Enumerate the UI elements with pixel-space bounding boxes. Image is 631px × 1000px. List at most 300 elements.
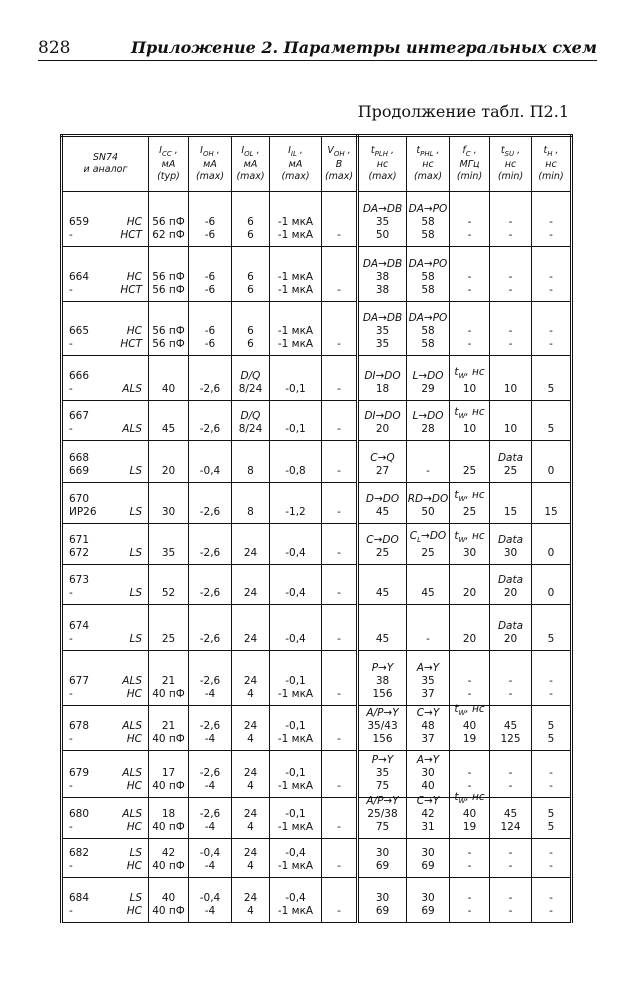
cell-value: $t_W$, нс <box>454 365 485 380</box>
cell-value: 25 <box>375 547 390 559</box>
cell-value: 30 <box>375 847 390 859</box>
cell-value: - <box>467 271 472 283</box>
cell-value: 58 <box>421 325 435 337</box>
table-header-row <box>62 136 572 192</box>
part-number: - <box>69 338 73 350</box>
part-number-cell <box>62 839 149 878</box>
cell-value: - <box>508 229 513 241</box>
table-row <box>62 441 572 483</box>
column-header-line: $t_{SU}$ , <box>500 144 521 158</box>
cell-value: 124 <box>500 821 521 833</box>
cell-value: 40 пФ <box>152 780 185 792</box>
cell-value: 30 <box>462 547 477 559</box>
table-cell <box>450 302 490 356</box>
table-cell <box>149 839 189 878</box>
table-cell <box>532 651 572 706</box>
cell-value: A/P→Y <box>366 795 399 807</box>
table-cell <box>490 798 532 839</box>
table-cell <box>322 356 358 401</box>
part-number: - <box>69 733 73 745</box>
table-cell <box>532 483 572 524</box>
table-cell <box>232 356 270 401</box>
table-cell <box>407 192 450 247</box>
cell-value: -0,4 <box>285 633 306 645</box>
table-cell <box>490 751 532 798</box>
table-cell <box>407 839 450 878</box>
cell-value: 35/43 <box>367 720 398 732</box>
cell-value: - <box>337 547 341 559</box>
table-cell <box>189 441 232 483</box>
table-cell <box>232 524 270 565</box>
cell-value: 24 <box>243 675 258 687</box>
cell-value: 40 <box>462 720 477 732</box>
cell-value: 52 <box>161 587 176 599</box>
part-number: - <box>69 423 73 435</box>
table-cell <box>149 247 189 302</box>
table-cell <box>450 483 490 524</box>
cell-value: -4 <box>204 688 216 700</box>
table-cell <box>149 524 189 565</box>
logic-family: HC <box>126 780 142 792</box>
cell-value: -2,6 <box>199 506 221 518</box>
cell-value: 48 <box>421 720 435 732</box>
column-header-line: (min) <box>497 171 524 183</box>
column-header-line: (typ) <box>157 171 180 183</box>
cell-value: 0 <box>547 547 555 559</box>
table-cell <box>358 356 407 401</box>
cell-value: C→Q <box>370 452 395 464</box>
table-cell <box>322 247 358 302</box>
cell-value: -0,4 <box>199 465 221 477</box>
cell-value: 10 <box>503 383 518 395</box>
cell-value: D/Q <box>240 410 261 422</box>
cell-value: 8 <box>247 506 254 518</box>
cell-value: -2,6 <box>199 720 221 732</box>
part-number-cell <box>62 483 149 524</box>
table-cell <box>490 302 532 356</box>
part-number: 682 <box>69 847 90 859</box>
cell-value: -2,6 <box>199 587 221 599</box>
table-cell <box>149 565 189 605</box>
column-header-line: (max) <box>236 171 265 183</box>
table-cell <box>232 605 270 651</box>
cell-value: -0,4 <box>285 847 306 859</box>
cell-value: 40 пФ <box>152 905 185 917</box>
table-cell <box>450 565 490 605</box>
header-rule <box>38 60 597 61</box>
table-cell <box>232 192 270 247</box>
logic-family: LS <box>129 892 142 904</box>
cell-value: $t_W$, нс <box>454 702 485 717</box>
cell-value: 0 <box>547 465 555 477</box>
table-cell <box>490 356 532 401</box>
cell-value: 35 <box>375 338 390 350</box>
logic-family: HC <box>126 733 142 745</box>
table-cell <box>322 651 358 706</box>
cell-value: 42 <box>161 847 176 859</box>
cell-value: Data <box>497 574 524 586</box>
table-cell <box>407 401 450 441</box>
table-cell <box>189 706 232 751</box>
cell-value: - <box>549 892 553 904</box>
table-cell <box>322 751 358 798</box>
table-row <box>62 751 572 798</box>
cell-value: 20 <box>462 633 477 645</box>
cell-value: -2,6 <box>199 675 221 687</box>
table-cell <box>450 356 490 401</box>
cell-value: 10 <box>462 423 477 435</box>
cell-value: -1 мкА <box>277 284 314 296</box>
cell-value: 24 <box>243 892 258 904</box>
part-number: 672 <box>69 547 90 559</box>
cell-value: - <box>467 780 472 792</box>
table-cell <box>270 605 322 651</box>
table-cell <box>358 565 407 605</box>
table-row <box>62 839 572 878</box>
table-cell <box>358 706 407 751</box>
cell-value: D/Q <box>240 370 261 382</box>
column-header-line: $f_C$ , <box>462 144 477 158</box>
part-number-cell <box>62 798 149 839</box>
cell-value: 25 <box>161 633 176 645</box>
cell-value: -0,4 <box>199 892 221 904</box>
cell-value: -4 <box>204 821 216 833</box>
cell-value: 25 <box>462 506 477 518</box>
table-cell <box>532 401 572 441</box>
table-row <box>62 247 572 302</box>
table-cell <box>407 605 450 651</box>
cell-value: -1 мкА <box>277 338 314 350</box>
cell-value: 30 <box>421 847 435 859</box>
cell-value: 6 <box>247 216 254 228</box>
cell-value: 35 <box>375 767 390 779</box>
cell-value: -6 <box>204 229 216 241</box>
table-cell <box>270 401 322 441</box>
cell-value: 29 <box>421 383 435 395</box>
cell-value: - <box>337 284 341 296</box>
cell-value: -0,4 <box>285 547 306 559</box>
cell-value: 62 пФ <box>152 229 185 241</box>
part-number-cell <box>62 605 149 651</box>
table-cell <box>450 247 490 302</box>
cell-value: 40 пФ <box>152 821 185 833</box>
table-cell <box>490 401 532 441</box>
cell-value: 50 <box>375 229 390 241</box>
cell-value: A→Y <box>416 754 440 766</box>
cell-value: 30 <box>161 506 176 518</box>
cell-value: - <box>549 675 553 687</box>
cell-value: 24 <box>243 847 258 859</box>
table-cell <box>189 839 232 878</box>
cell-value: - <box>549 780 553 792</box>
cell-value: 27 <box>375 465 390 477</box>
cell-value: 21 <box>161 675 176 687</box>
cell-value: 24 <box>243 720 258 732</box>
table-cell <box>450 192 490 247</box>
part-number-cell <box>62 192 149 247</box>
table-cell <box>189 483 232 524</box>
column-header-line: нс <box>422 159 434 171</box>
cell-value: D→DO <box>365 493 400 505</box>
cell-value: 20 <box>503 633 518 645</box>
table-cell <box>532 356 572 401</box>
cell-value: - <box>467 767 472 779</box>
cell-value: 69 <box>421 905 435 917</box>
table-cell <box>490 565 532 605</box>
table-cell <box>407 706 450 751</box>
cell-value: 45 <box>375 633 390 645</box>
cell-value: - <box>508 905 513 917</box>
table-cell <box>407 651 450 706</box>
cell-value: -6 <box>204 216 216 228</box>
logic-family: LS <box>129 465 142 477</box>
table-cell <box>450 605 490 651</box>
cell-value: 35 <box>161 547 176 559</box>
table-cell <box>270 706 322 751</box>
column-header-line: мА <box>161 159 176 171</box>
table-cell <box>490 839 532 878</box>
table-cell <box>532 565 572 605</box>
cell-value: 6 <box>247 325 254 337</box>
cell-value: 18 <box>375 383 390 395</box>
table-cell <box>532 192 572 247</box>
cell-value: -0,4 <box>285 587 306 599</box>
table-cell <box>149 878 189 923</box>
cell-value: 156 <box>372 733 393 745</box>
cell-value: P→Y <box>371 754 394 766</box>
column-header-line: $I_{OL}$ , <box>241 144 260 158</box>
cell-value: - <box>337 338 341 350</box>
table-cell <box>149 651 189 706</box>
cell-value: 56 пФ <box>152 271 185 283</box>
cell-value: 75 <box>375 780 390 792</box>
cell-value: $C_L\to DO$ <box>409 529 447 544</box>
cell-value: - <box>508 767 513 779</box>
cell-value: 20 <box>375 423 390 435</box>
cell-value: - <box>337 905 341 917</box>
cell-value: 75 <box>375 821 390 833</box>
logic-family: LS <box>129 587 142 599</box>
table-cell <box>270 302 322 356</box>
cell-value: -4 <box>204 860 216 872</box>
table-cell <box>407 302 450 356</box>
table-cell <box>490 878 532 923</box>
cell-value: 6 <box>247 338 254 350</box>
cell-value: -2,6 <box>199 633 221 645</box>
cell-value: -0,1 <box>285 808 306 820</box>
table-cell <box>532 798 572 839</box>
cell-value: -1 мкА <box>277 271 314 283</box>
table-cell <box>407 795 450 839</box>
table-cell <box>450 441 490 483</box>
table-cell <box>532 302 572 356</box>
chapter-title: Приложение 2. Параметры интегральных схем <box>130 38 597 57</box>
column-header-line: (max) <box>413 171 443 183</box>
table-cell <box>532 605 572 651</box>
cell-value: 4 <box>247 733 254 745</box>
table-cell <box>149 356 189 401</box>
column-header-line: мА <box>203 159 217 171</box>
table-cell <box>189 302 232 356</box>
cell-value: 58 <box>421 338 435 350</box>
table-cell <box>270 483 322 524</box>
cell-value: - <box>337 587 341 599</box>
cell-value: -1 мкА <box>277 688 314 700</box>
logic-family: HCT <box>120 338 142 350</box>
cell-value: 31 <box>421 821 435 833</box>
cell-value: 10 <box>503 423 518 435</box>
table-cell <box>407 524 450 565</box>
table-cell <box>358 839 407 878</box>
cell-value: C→Y <box>416 707 440 719</box>
cell-value: 40 <box>161 892 176 904</box>
table-cell <box>189 878 232 923</box>
cell-value: RD→DO <box>407 493 449 505</box>
table-cell <box>407 441 450 483</box>
logic-family: ALS <box>122 767 142 779</box>
logic-family: ALS <box>122 675 142 687</box>
part-number: 678 <box>69 720 90 732</box>
cell-value: 35 <box>375 216 390 228</box>
cell-value: 28 <box>421 423 435 435</box>
cell-value: -4 <box>204 780 216 792</box>
table-cell <box>232 751 270 798</box>
part-number-cell <box>62 401 149 441</box>
column-header-line: нс <box>545 159 557 171</box>
cell-value: 156 <box>372 688 393 700</box>
column-header-line: нс <box>376 159 389 171</box>
table-cell <box>322 192 358 247</box>
cell-value: 30 <box>421 892 435 904</box>
logic-family: LS <box>129 847 142 859</box>
column-header-line: $V_{OH}$ , <box>327 144 351 158</box>
cell-value: 24 <box>243 808 258 820</box>
table-cell <box>232 706 270 751</box>
part-number: - <box>69 860 73 872</box>
cell-value: DI→DO <box>364 370 401 382</box>
cell-value: DA→PO <box>408 312 448 324</box>
cell-value: 4 <box>247 821 254 833</box>
cell-value: $t_W$, нс <box>454 405 485 420</box>
table-cell <box>270 839 322 878</box>
table-cell <box>149 441 189 483</box>
table-cell <box>270 441 322 483</box>
table-row <box>62 192 572 247</box>
table-cell <box>358 441 407 483</box>
cell-value: - <box>337 506 341 518</box>
column-header <box>62 136 149 192</box>
table-cell <box>189 247 232 302</box>
cell-value: - <box>508 271 513 283</box>
cell-value: -1 мкА <box>277 216 314 228</box>
cell-value: 45 <box>375 506 390 518</box>
part-number-cell <box>62 878 149 923</box>
table-row <box>62 798 572 839</box>
table-cell <box>149 483 189 524</box>
table-cell <box>490 247 532 302</box>
cell-value: 17 <box>161 767 176 779</box>
part-number-cell <box>62 524 149 565</box>
table-cell <box>322 565 358 605</box>
cell-value: 5 <box>547 821 555 833</box>
cell-value: 69 <box>421 860 435 872</box>
table-cell <box>149 605 189 651</box>
logic-family: HC <box>126 688 142 700</box>
table-cell <box>189 192 232 247</box>
table-cell <box>232 878 270 923</box>
column-header-line: SN74 <box>92 152 119 163</box>
part-number: 664 <box>69 271 90 283</box>
cell-value: -2,6 <box>199 767 221 779</box>
table-cell <box>270 751 322 798</box>
cell-value: 4 <box>247 905 254 917</box>
table-cell <box>407 878 450 923</box>
cell-value: - <box>467 847 472 859</box>
cell-value: 4 <box>247 688 254 700</box>
cell-value: - <box>337 860 341 872</box>
table-row <box>62 878 572 923</box>
cell-value: A/P→Y <box>366 707 399 719</box>
cell-value: 45 <box>503 808 518 820</box>
table-cell <box>189 565 232 605</box>
table-cell <box>358 878 407 923</box>
cell-value: -1 мкА <box>277 229 314 241</box>
column-header <box>407 136 450 192</box>
logic-family: HC <box>126 860 142 872</box>
cell-value: - <box>549 767 553 779</box>
cell-value: 45 <box>375 587 390 599</box>
cell-value: - <box>467 905 472 917</box>
cell-value: -1 мкА <box>277 733 314 745</box>
cell-value: 21 <box>161 720 176 732</box>
cell-value: - <box>337 465 341 477</box>
cell-value: 5 <box>547 423 555 435</box>
table-cell <box>322 524 358 565</box>
table-cell <box>490 706 532 751</box>
cell-value: - <box>337 733 341 745</box>
table-cell <box>270 356 322 401</box>
cell-value: C→Y <box>416 795 440 807</box>
table-cell <box>189 651 232 706</box>
table-cell <box>532 524 572 565</box>
cell-value: - <box>467 892 472 904</box>
cell-value: 24 <box>243 587 258 599</box>
part-number: 679 <box>69 767 90 779</box>
cell-value: 37 <box>421 733 435 745</box>
logic-family: HC <box>126 821 142 833</box>
cell-value: 4 <box>247 860 254 872</box>
part-number: 680 <box>69 808 90 820</box>
cell-value: -6 <box>204 284 216 296</box>
table-cell <box>322 706 358 751</box>
logic-family: ALS <box>122 383 142 395</box>
table-cell <box>450 790 490 839</box>
cell-value: - <box>549 905 553 917</box>
cell-value: -0,4 <box>285 892 306 904</box>
cell-value: 125 <box>500 733 521 745</box>
table-cell <box>270 565 322 605</box>
parameters-table <box>60 134 573 923</box>
table-row <box>62 565 572 605</box>
cell-value: $t_W$, нс <box>454 488 485 503</box>
table-row <box>62 706 572 751</box>
logic-family: HC <box>126 271 142 283</box>
cell-value: 40 <box>421 780 435 792</box>
part-number-cell <box>62 565 149 605</box>
cell-value: 5 <box>547 733 555 745</box>
cell-value: 45 <box>503 720 518 732</box>
table-cell <box>322 483 358 524</box>
